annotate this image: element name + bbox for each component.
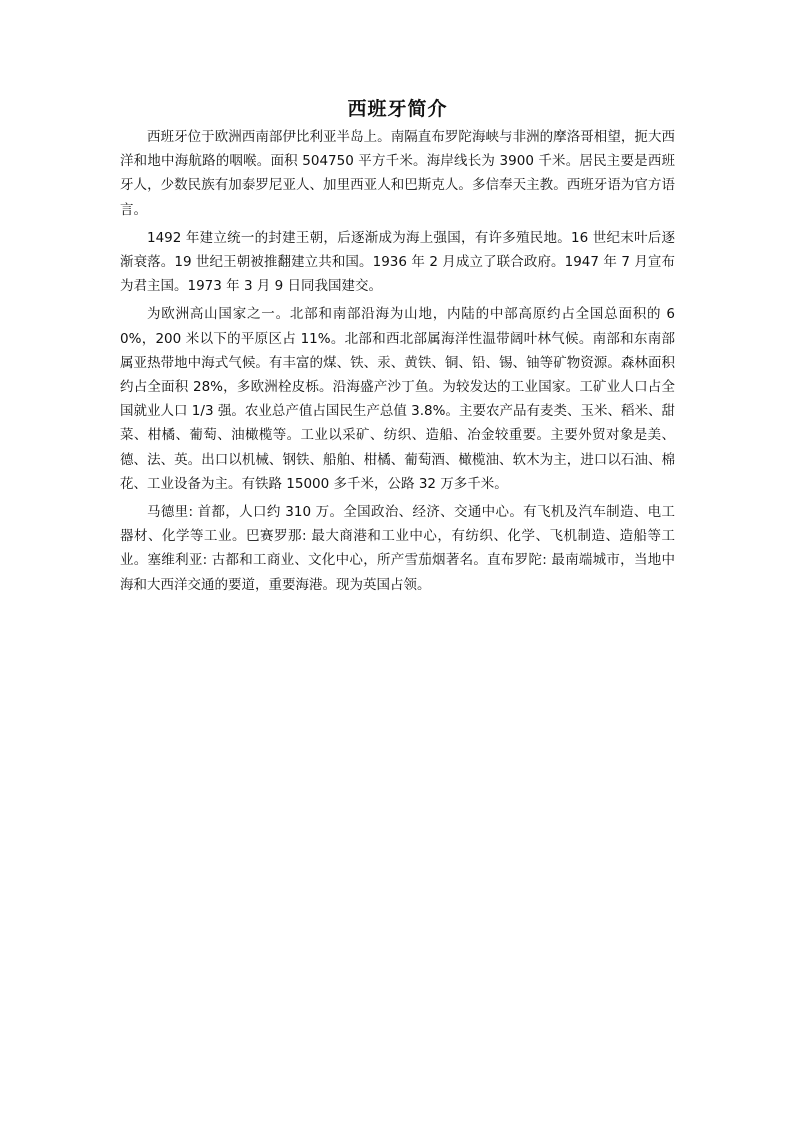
document-body xyxy=(120,95,675,601)
paragraph-history: 1492 年建立统一的封建王朝，后逐渐成为海上强国，有许多殖民地。16 世纪末叶后逐渐衰落。19 世纪王朝被推翻建立共和国。1936 年 2 月成立了联合政府。1947 年 7 月宣布为君主国。1973 年 3 月 9 日同我国建交。 xyxy=(120,229,675,295)
paragraph-geography-economy: 为欧洲高山国家之一。北部和南部沿海为山地，内陆的中部高原约占全国总面积的 60%，200 米以下的平原区占 11%。北部和西北部属海洋性温带阔叶林气候。南部和东南部属亚热带地中海式气候。有丰富的煤、铁、汞、黄铁、铜、铅、锡、铀等矿物资源。森林面积约占全面积 28%，多欧洲栓皮栎。沿海盛产沙丁鱼。为较发达的工业国家。工矿业人口占全国就业人口 1/3 强。农业总产值占国民生产总值 3.8%。主要农产品有麦类、玉米、稻米、甜菜、柑橘、葡萄、油橄榄等。工业以采矿、纺织、造船、冶金较重要。主要外贸对象是美、德、法、英。出口以机械、钢铁、船舶、柑橘、葡萄酒、橄榄油、软木为主，进口以石油、棉花、工业设备为主。有铁路 15000 多千米，公路 32 万多千米。 xyxy=(120,306,675,492)
paragraph-overview: 西班牙位于欧洲西南部伊比利亚半岛上。南隔直布罗陀海峡与非洲的摩洛哥相望，扼大西洋和地中海航路的咽喉。面积 504750 平方千米。海岸线长为 3900 千米。居民主要是西班牙人，少数民族有加泰罗尼亚人、加里西亚人和巴斯克人。多信奉天主教。西班牙语为官方语言。 xyxy=(120,129,675,218)
document-title: 西班牙简介 xyxy=(347,98,448,120)
paragraph-cities: 马德里: 首都，人口约 310 万。全国政治、经济、交通中心。有飞机及汽车制造、电工器材、化学等工业。巴赛罗那: 最大商港和工业中心，有纺织、化学、飞机制造、造船等工业。塞维利亚: 古都和工商业、文化中心，所产雪茄烟著名。直布罗陀: 最南端城市，当地中海和大西洋交通的要道，重要海港。现为英国占领。 xyxy=(120,504,675,593)
